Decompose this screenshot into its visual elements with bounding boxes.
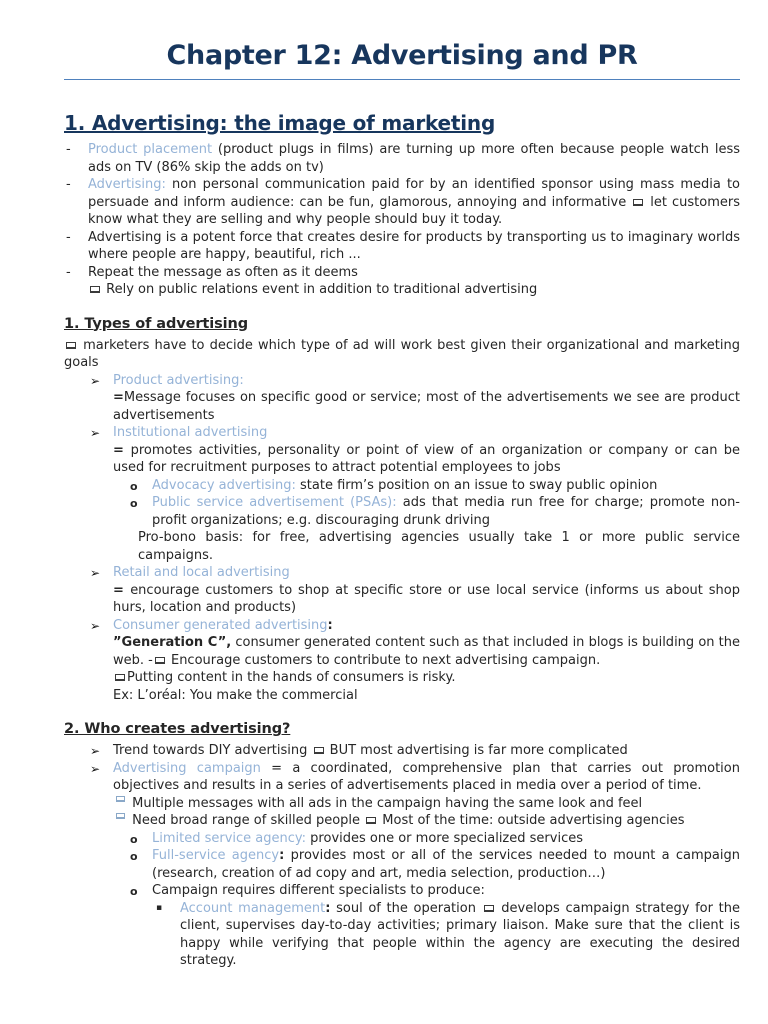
text-run: promotes activities, personality or point of view of an organization or company or can be used for recruitment purposes to attract potential employees to jobs xyxy=(113,442,741,475)
text-run: BUT most advertising is far more complicated xyxy=(325,743,628,758)
text-run: : xyxy=(325,900,331,916)
document-title: Chapter 12: Advertising and PR xyxy=(166,40,638,71)
text-run: consumer generated content such as that included in blogs is building on the web. - xyxy=(113,635,740,668)
arrow-bullet-icon: ➢ xyxy=(90,761,101,776)
keyword-text: Public service advertisement (PSAs): xyxy=(152,495,397,510)
bullet-item xyxy=(64,424,740,442)
subsection-heading: 1. Types of advertising xyxy=(64,315,248,332)
text-run: = xyxy=(113,390,124,405)
text-run: Rely on public relations event in addition to traditional advertising xyxy=(102,282,538,297)
document-body xyxy=(64,111,740,970)
box-glyph-icon xyxy=(116,796,125,802)
o-bullet-icon: o xyxy=(130,850,138,863)
bullet-item xyxy=(64,229,740,264)
text-run: encourage customers to shop at specific store or use local service (informs us about shop hurs, location and products) xyxy=(113,582,740,615)
bullet-item xyxy=(64,742,740,760)
box-glyph-icon xyxy=(366,817,376,824)
text-run: (product plugs in films) are turning up more often because people watch less ads on TV (86% skip the adds on tv) xyxy=(88,142,740,175)
keyword-text: Advertising: xyxy=(88,177,166,192)
section-heading: 1. Advertising: the image of marketing xyxy=(64,111,496,135)
paragraph xyxy=(64,812,740,830)
dash-bullet-icon: - xyxy=(66,177,71,192)
bullet-item xyxy=(64,847,740,882)
keyword-text: Advocacy advertising: xyxy=(152,477,296,493)
o-bullet-icon: o xyxy=(130,497,138,510)
bullet-item xyxy=(64,564,740,582)
keyword-text: Institutional advertising xyxy=(113,425,268,440)
text-run: Ex: L’oréal: You make the commercial xyxy=(113,687,358,703)
box-glyph-icon xyxy=(484,905,494,912)
paragraph xyxy=(64,795,740,813)
box-glyph-icon xyxy=(314,747,324,754)
text-run: Campaign requires different specialists to produce: xyxy=(152,883,485,898)
paragraph xyxy=(64,582,740,617)
square-bullet-icon: ▪ xyxy=(156,902,163,913)
keyword-text: Product placement xyxy=(88,142,213,157)
text-run: Most of the time: outside advertising agencies xyxy=(378,813,685,828)
paragraph xyxy=(64,529,740,564)
text-run: : xyxy=(327,617,333,633)
bullet-item xyxy=(64,617,740,635)
text-run: Encourage customers to contribute to next advertising campaign. xyxy=(166,652,601,668)
text-run: = a coordinated, comprehensive plan that carries out promotion objectives and results in a series of advertisements placed in media over a period of time. xyxy=(113,760,740,793)
arrow-bullet-icon: ➢ xyxy=(90,373,101,388)
bullet-item xyxy=(64,176,740,229)
text-run: Message focuses on specific good or service; most of the advertisements we see are product advertisements xyxy=(113,390,740,423)
subsection-heading: 2. Who creates advertising? xyxy=(64,721,291,737)
paragraph xyxy=(64,337,740,372)
text-run: Trend towards DIY advertising xyxy=(113,743,312,758)
arrow-bullet-icon: ➢ xyxy=(90,618,101,633)
text-run: : xyxy=(279,848,285,863)
box-glyph-icon xyxy=(115,674,125,681)
text-run: provides one or more specialized services xyxy=(306,830,583,846)
bullet-item xyxy=(64,477,740,495)
bullet-item xyxy=(64,882,740,900)
keyword-text: Advertising campaign xyxy=(113,760,261,776)
text-run: let customers know what they are selling and why people should buy it today. xyxy=(88,194,740,227)
bullet-item xyxy=(64,494,740,529)
text-run: = xyxy=(113,442,131,458)
arrow-bullet-icon: ➢ xyxy=(90,566,101,580)
text-run: Need broad range of skilled people xyxy=(128,813,365,828)
dash-bullet-icon: - xyxy=(66,142,71,157)
dash-bullet-icon: - xyxy=(66,264,71,280)
text-run: Putting content in the hands of consumers is risky. xyxy=(127,670,456,685)
text-run: Repeat the message as often as it deems xyxy=(88,264,358,280)
bullet-item xyxy=(64,372,740,390)
text-run: = xyxy=(113,582,131,598)
o-bullet-icon: o xyxy=(130,885,138,898)
text-run: ”Generation C”, xyxy=(113,635,232,650)
text-run: state firm’s position on an issue to sway public opinion xyxy=(295,477,658,493)
text-run: Multiple messages with all ads in the campaign having the same look and feel xyxy=(128,795,643,811)
bullet-item xyxy=(64,830,740,848)
o-bullet-icon: o xyxy=(130,479,138,493)
paragraph xyxy=(64,669,740,687)
bullet-item xyxy=(64,900,740,970)
box-glyph-icon xyxy=(116,813,125,819)
paragraph xyxy=(64,281,740,299)
text-run: ads that media run free for charge; promote non-profit organizations; e.g. discouraging drunk driving xyxy=(152,495,740,528)
dash-bullet-icon: - xyxy=(66,229,71,245)
paragraph xyxy=(64,442,740,477)
paragraph xyxy=(64,687,740,705)
title-rule xyxy=(64,79,740,80)
keyword-text: Product advertising: xyxy=(113,372,244,388)
bullet-item xyxy=(64,141,740,176)
paragraph xyxy=(64,634,740,669)
box-glyph-icon xyxy=(66,342,76,349)
box-glyph-icon xyxy=(155,657,165,664)
keyword-text: Consumer generated advertising xyxy=(113,617,328,633)
o-bullet-icon: o xyxy=(130,832,138,846)
keyword-text: Retail and local advertising xyxy=(113,565,290,580)
text-run: non personal communication paid for by an identified sponsor using mass media to persuade and inform audience: can be fun, glamorous, annoying and informative xyxy=(88,177,740,210)
keyword-text: Account management xyxy=(180,900,326,916)
text-run: develops campaign strategy for the client, supervises day-to-day activities; primary liaison. Make sure that the client is happy while verifying that people within the agency are executing the desired strategy. xyxy=(180,900,740,968)
bullet-item xyxy=(64,264,740,282)
text-run: Advertising is a potent force that creates desire for products by transporting us to imaginary worlds where people are happy, beautiful, rich ... xyxy=(88,229,740,262)
keyword-text: Limited service agency: xyxy=(152,830,307,846)
paragraph xyxy=(64,389,740,424)
text-run: soul of the operation xyxy=(330,900,482,916)
keyword-text: Full-service agency xyxy=(152,848,280,863)
text-run: Pro-bono basis: for free, advertising agencies usually take 1 or more public service campaigns. xyxy=(138,530,740,563)
arrow-bullet-icon: ➢ xyxy=(90,744,101,758)
bullet-item xyxy=(64,760,740,795)
text-run: provides most or all of the services needed to mount a campaign (research, creation of ad copy and art, media selection, production…) xyxy=(152,848,740,881)
text-run: marketers have to decide which type of ad will work best given their organizational and marketing goals xyxy=(64,337,740,370)
box-glyph-icon xyxy=(90,286,100,293)
box-glyph-icon xyxy=(633,199,643,206)
arrow-bullet-icon: ➢ xyxy=(90,426,101,440)
